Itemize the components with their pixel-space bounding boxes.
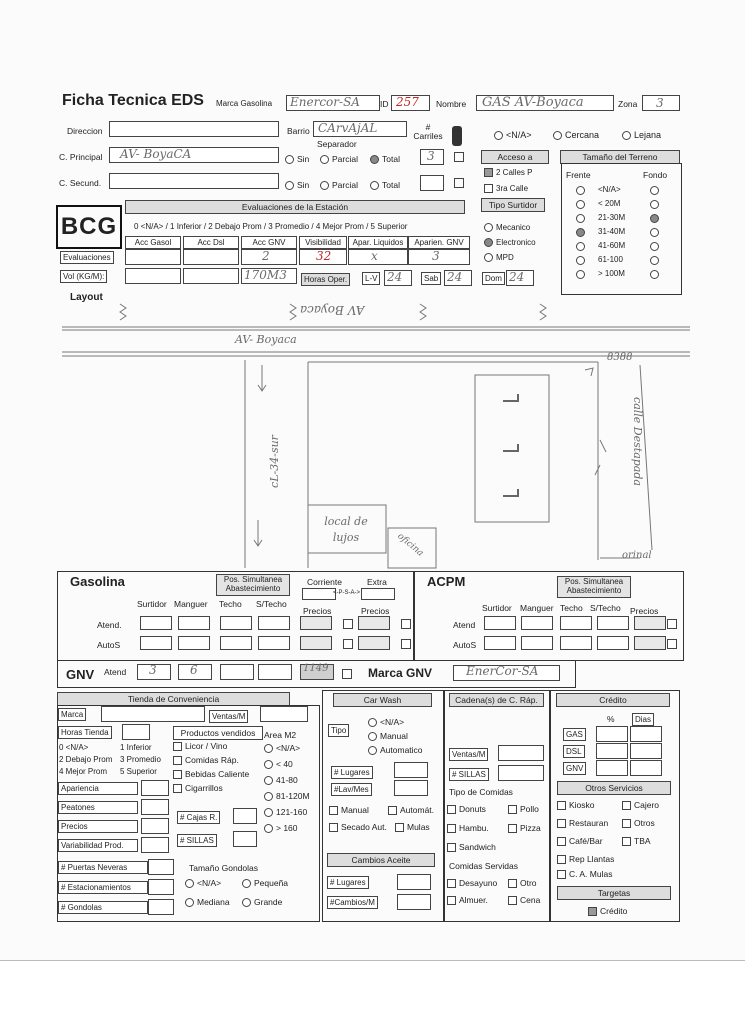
cadena-sillas-field[interactable]	[498, 765, 544, 781]
gasolina-check[interactable]	[343, 639, 353, 649]
layout-street-right: calle Destapada	[630, 397, 644, 486]
layout-number: 8388	[607, 352, 633, 363]
sab-label: Sab	[421, 272, 441, 285]
gondola-pequena-radio[interactable]: Pequeña	[242, 878, 288, 888]
gasolina-precios-2: Precios	[361, 606, 390, 616]
sep-total-radio[interactable]: Total	[370, 154, 400, 164]
terreno-fondo-radio[interactable]	[650, 256, 659, 265]
acpm-pos-sim: Pos. Simultanea Abastecimiento	[557, 576, 631, 598]
tienda-ventas-label: Ventas/M	[209, 710, 248, 723]
terreno-option-label: 41-60M	[598, 241, 626, 250]
terreno-fondo-radio[interactable]	[650, 228, 659, 237]
tienda-area-radio[interactable]: 81-120M	[264, 791, 310, 801]
cadena-ventas-field[interactable]	[498, 745, 544, 761]
credito-pct-field[interactable]	[596, 760, 628, 776]
acceso-dos-calles-check[interactable]: 2 Calles P	[484, 168, 532, 177]
gasolina-pos-sim: Pos. Simultanea Abastecimiento	[216, 574, 290, 596]
acpm-check[interactable]	[667, 639, 677, 649]
gnv-check[interactable]	[342, 669, 352, 679]
gasolina-cell[interactable]	[140, 616, 172, 630]
layout-av-lower: AV- Boyaca	[235, 333, 297, 346]
terreno-frente-radio[interactable]	[576, 186, 585, 195]
carwash-manual-check[interactable]: Manual	[329, 805, 369, 815]
gasolina-autos: AutoS	[97, 640, 121, 650]
terreno-fondo-radio[interactable]	[650, 214, 659, 223]
tienda-bottom-label: # Estacionamientos	[58, 881, 148, 894]
credito-dias-field[interactable]	[630, 726, 662, 742]
gondola-na-radio[interactable]: <N/A>	[185, 878, 221, 888]
gasolina-col-header: Techo	[219, 599, 242, 609]
acpm-title: ACPM	[427, 574, 466, 589]
layout-label: Layout	[70, 292, 103, 303]
id-value: 257	[396, 95, 419, 109]
tienda-eval-label: Apariencia	[58, 782, 138, 795]
tienda-scale-item: 0 <N/A>	[59, 743, 89, 752]
eval-col-header: Aparien. GNV	[408, 236, 470, 249]
dom-label: Dom	[482, 272, 505, 285]
tienda-area-radio[interactable]: 41-80	[264, 775, 298, 785]
cadena-sandwich-check[interactable]: Sandwich	[447, 842, 496, 852]
cadena-header: Cadena(s) de C. Ráp.	[449, 693, 544, 707]
form-title: Ficha Tecnica EDS	[62, 92, 204, 109]
acpm-col-header: S/Techo	[590, 603, 621, 613]
credito-dias-field[interactable]	[630, 743, 662, 759]
tienda-horas-field[interactable]	[122, 724, 150, 740]
surtidor-mecanico-radio[interactable]: Mecanico	[484, 223, 530, 232]
terreno-frente-radio[interactable]	[576, 214, 585, 223]
gasolina-cell[interactable]	[220, 636, 252, 650]
acceso-header: Acceso a	[481, 150, 549, 164]
acpm-cell[interactable]	[560, 636, 592, 650]
marca-gasolina-value: Enercor-SA	[290, 95, 360, 109]
tienda-ventas-field[interactable]	[260, 706, 308, 722]
gasolina-extra: Extra	[367, 577, 387, 587]
acpm-cell[interactable]	[521, 636, 553, 650]
terreno-option-label: > 100M	[598, 269, 625, 278]
tienda-area-radio[interactable]: < 40	[264, 759, 293, 769]
gasolina-cell[interactable]	[300, 616, 332, 630]
c-principal-value: AV- BoyaCA	[120, 147, 192, 161]
tienda-bottom-label: # Puertas Neveras	[58, 861, 148, 874]
tienda-bottom-field[interactable]	[148, 859, 174, 875]
otros-servicios-header: Otros Servicios	[557, 781, 671, 795]
tienda-eval-field[interactable]	[141, 780, 169, 796]
servicio-check[interactable]: Rep Llantas	[557, 854, 614, 864]
layout-av-upper: AV Boyaca	[300, 303, 365, 317]
carwash-automat-check[interactable]: Automát.	[388, 805, 434, 815]
nombre-value: GAS AV-Boyaca	[482, 95, 584, 110]
eval-col-field[interactable]	[183, 249, 239, 265]
eval-col-value: 3	[432, 249, 440, 263]
acpm-cell[interactable]	[597, 616, 629, 630]
gasolina-check[interactable]	[401, 639, 411, 649]
barrio-label: Barrio	[287, 126, 310, 136]
carwash-lugares-field[interactable]	[394, 762, 428, 778]
tienda-area-radio[interactable]: > 160	[264, 823, 298, 833]
marca-gasolina-label: Marca Gasolina	[216, 99, 273, 108]
dom-value: 24	[509, 270, 525, 284]
cadena-hambu-check[interactable]: Hambu.	[447, 823, 489, 833]
credito-dias-field[interactable]	[630, 760, 662, 776]
terreno-option-label: 21-30M	[598, 213, 626, 222]
sep2-sin-radio[interactable]: Sin	[285, 180, 309, 190]
acpm-check[interactable]	[667, 619, 677, 629]
terreno-option-label: 61-100	[598, 255, 623, 264]
vol-field-1[interactable]	[125, 268, 181, 284]
gasolina-cell[interactable]	[178, 636, 210, 650]
terreno-frente-radio[interactable]	[576, 228, 585, 237]
gasolina-col-header: S/Techo	[256, 599, 287, 609]
tienda-product-check[interactable]: Cigarrillos	[173, 783, 223, 793]
acpm-cell[interactable]	[634, 616, 666, 630]
carwash-lav-label: #Lav/Mes	[331, 783, 372, 796]
gondola-grande-radio[interactable]: Grande	[242, 897, 282, 907]
tienda-bottom-label: # Gondolas	[58, 901, 148, 914]
acceso-tres-calle-check[interactable]: 3ra Calle	[484, 184, 528, 193]
separador-label: Separador	[317, 139, 357, 149]
credito-dias-label: Dias	[632, 713, 654, 726]
terreno-header: Tamaño del Terreno	[560, 150, 680, 164]
eval-col-header: Apar. Liquidos	[348, 236, 408, 249]
gnv-field[interactable]	[258, 664, 292, 680]
vol-value: 170M3	[244, 268, 287, 282]
tienda-scale-item: 1 Inferior	[120, 743, 152, 752]
sab-value: 24	[447, 270, 463, 284]
gasolina-cell[interactable]	[358, 636, 390, 650]
tienda-eval-label: Precios	[58, 820, 138, 833]
acpm-col-header: Manguer	[520, 603, 554, 613]
terreno-fondo-label: Fondo	[643, 170, 668, 180]
traffic-light-icon	[452, 126, 462, 146]
tienda-marca-field[interactable]	[101, 706, 205, 722]
cadena-servidas-label: Comidas Servidas	[449, 861, 518, 871]
gasolina-cell[interactable]	[358, 616, 390, 630]
gnv-value: 1149	[303, 663, 329, 674]
gasolina-cell[interactable]	[178, 616, 210, 630]
c-secund-label: C. Secund.	[59, 178, 102, 188]
proximity-cercana-radio[interactable]: Cercana	[553, 130, 599, 140]
tienda-productos-label: Productos vendidos	[173, 726, 263, 740]
tienda-eval-label: Peatones	[58, 801, 138, 814]
terreno-frente-label: Frente	[566, 170, 591, 180]
vol-label: Vol (KG/M):	[60, 270, 107, 283]
gasolina-psa: <-P-S-A->	[333, 590, 361, 596]
id-label: ID	[380, 99, 389, 109]
cadena-cena-check[interactable]: Cena	[508, 895, 540, 905]
acpm-col-header: Techo	[560, 603, 583, 613]
surtidor-mpd-radio[interactable]: MPD	[484, 253, 514, 262]
eval-col-field[interactable]	[348, 249, 408, 265]
gasolina-col-header: Surtidor	[137, 599, 167, 609]
gnv-field[interactable]	[220, 664, 254, 680]
eval-col-header: Acc Dsl	[183, 236, 239, 249]
eval-col-header: Visibilidad	[299, 236, 347, 249]
gasolina-corriente-field[interactable]	[302, 588, 336, 600]
sep-sin-radio[interactable]: Sin	[285, 154, 309, 164]
carwash-tipo-label: Tipo	[328, 724, 349, 737]
gnv-marca-label: Marca GNV	[368, 666, 433, 680]
eval-col-header: Acc Gasol	[125, 236, 181, 249]
tienda-eval-field[interactable]	[141, 818, 169, 834]
cadena-sillas-label: # SILLAS	[449, 768, 489, 781]
credito-pct-label: %	[607, 714, 615, 724]
acpm-cell[interactable]	[634, 636, 666, 650]
zona-value: 3	[656, 96, 664, 110]
proximity-na-radio[interactable]: <N/A>	[494, 130, 532, 140]
cambios-header: Cambios Aceite	[327, 853, 435, 867]
cambios-cambios-label: #Cambios/M	[327, 896, 378, 909]
layout-local: local de lujos	[324, 515, 368, 544]
tienda-scale-item: 5 Superior	[120, 767, 157, 776]
eval-col-value: 32	[316, 249, 332, 263]
carwash-na-radio[interactable]: <N/A>	[368, 717, 404, 727]
surtidor-electronico-radio[interactable]: Electronico	[484, 238, 536, 247]
gnv-marca-value: EnerCor-SA	[466, 664, 539, 678]
tienda-scale-item: 2 Debajo Prom	[59, 755, 113, 764]
servicio-check[interactable]: Kiosko	[557, 800, 595, 810]
gasolina-check[interactable]	[401, 619, 411, 629]
cadena-pollo-check[interactable]: Pollo	[508, 804, 539, 814]
tienda-sillas-label: # SILLAS	[177, 834, 217, 847]
gasolina-check[interactable]	[343, 619, 353, 629]
tienda-eval-field[interactable]	[141, 799, 169, 815]
tienda-cajas-field[interactable]	[233, 808, 257, 824]
tienda-product-check[interactable]: Licor / Vino	[173, 741, 227, 751]
cadena-donuts-check[interactable]: Donuts	[447, 804, 486, 814]
c-principal-label: C. Principal	[59, 152, 103, 162]
carwash-mulas-check[interactable]: Mulas	[395, 822, 430, 832]
c-secund-field[interactable]	[109, 173, 279, 189]
carriles-secund-field[interactable]	[420, 175, 444, 191]
servicio-check[interactable]: Restauran	[557, 818, 608, 828]
terreno-fondo-radio[interactable]	[650, 200, 659, 209]
carriles-value: 3	[427, 149, 435, 163]
acpm-cell[interactable]	[484, 636, 516, 650]
tienda-area-radio[interactable]: <N/A>	[264, 743, 300, 753]
credito-check[interactable]: Crédito	[588, 906, 627, 916]
horas-oper-label: Horas Oper.	[301, 273, 350, 286]
terreno-fondo-radio[interactable]	[650, 270, 659, 279]
bcg-logo: BCG	[56, 205, 122, 249]
tienda-area-radio[interactable]: 121-160	[264, 807, 307, 817]
servicio-check[interactable]: TBA	[622, 836, 651, 846]
credito-row-label: GAS	[563, 728, 586, 741]
servicio-check[interactable]: Cajero	[622, 800, 659, 810]
acpm-cell[interactable]	[521, 616, 553, 630]
sep-parcial-radio[interactable]: Parcial	[320, 154, 358, 164]
terreno-frente-radio[interactable]	[576, 270, 585, 279]
acpm-cell[interactable]	[560, 616, 592, 630]
tienda-bottom-field[interactable]	[148, 899, 174, 915]
acpm-cell[interactable]	[597, 636, 629, 650]
cadena-desayuno-check[interactable]: Desayuno	[447, 878, 497, 888]
gasolina-cell[interactable]	[300, 636, 332, 650]
gasolina-cell[interactable]	[140, 636, 172, 650]
sep2-parcial-radio[interactable]: Parcial	[320, 180, 358, 190]
tienda-product-check[interactable]: Comidas Ráp.	[173, 755, 239, 765]
carwash-secado-check[interactable]: Secado Aut.	[329, 822, 387, 832]
carriles-secund-check[interactable]	[454, 178, 464, 188]
credito-row-label: DSL	[563, 745, 585, 758]
layout-street-left: cL-34-sur	[267, 435, 281, 488]
terreno-option-label: <N/A>	[598, 185, 621, 194]
gasolina-title: Gasolina	[70, 574, 125, 589]
gasolina-corriente: Corriente	[307, 577, 342, 587]
carwash-manual-radio[interactable]: Manual	[368, 731, 408, 741]
targetas-header: Targetas	[557, 886, 671, 900]
tienda-eval-field[interactable]	[141, 837, 169, 853]
carwash-lugares-label: # Lugares	[331, 766, 373, 779]
evaluaciones-header: Evaluaciones de la Estación	[125, 200, 465, 214]
tienda-product-check[interactable]: Bebidas Caliente	[173, 769, 249, 779]
tienda-area-label: Area M2	[264, 730, 297, 740]
acpm-atend: Atend	[453, 620, 476, 630]
cadena-pizza-check[interactable]: Pizza	[508, 823, 541, 833]
eval-col-value: x	[371, 249, 378, 263]
terreno-option-label: 31-40M	[598, 227, 626, 236]
acpm-autos: AutoS	[453, 640, 477, 650]
carwash-lav-field[interactable]	[394, 780, 428, 796]
tienda-sillas-field[interactable]	[233, 831, 257, 847]
terreno-frente-radio[interactable]	[576, 256, 585, 265]
barrio-value: CArvAjAL	[318, 121, 378, 135]
eval-col-value: 2	[262, 249, 270, 263]
gasolina-col-header: Manguer	[174, 599, 208, 609]
servicio-check[interactable]: C. A. Mulas	[557, 869, 612, 879]
servicio-check[interactable]: Otros	[622, 818, 655, 828]
gasolina-precios-1: Precios	[303, 606, 332, 616]
acpm-col-header: Surtidor	[482, 603, 512, 613]
gnv-title: GNV	[66, 667, 95, 682]
credito-pct-field[interactable]	[596, 743, 628, 759]
tienda-eval-label: Variabilidad Prod.	[58, 839, 138, 852]
eval-col-header: Acc GNV	[241, 236, 297, 249]
gnv-atend: Atend	[104, 667, 127, 677]
credito-row-label: GNV	[563, 762, 586, 775]
servicio-check[interactable]: Café/Bar	[557, 836, 603, 846]
gnv-value: 6	[190, 663, 198, 677]
zona-label: Zona	[618, 99, 638, 109]
tienda-gondolas-label: Tamaño Gondolas	[189, 863, 258, 873]
tienda-cajas-label: # Cajas R.	[177, 811, 220, 824]
lv-label: L-V	[362, 272, 380, 285]
tienda-marca-label: Marca	[58, 708, 86, 721]
vol-field-2[interactable]	[183, 268, 239, 284]
layout-orinal: orinal	[622, 550, 652, 561]
gasolina-cell[interactable]	[258, 616, 290, 630]
terreno-fondo-radio[interactable]	[650, 186, 659, 195]
sep2-total-radio[interactable]: Total	[370, 180, 400, 190]
gondola-mediana-radio[interactable]: Mediana	[185, 897, 230, 907]
terreno-option-label: < 20M	[598, 199, 621, 208]
tipo-surtidor-header: Tipo Surtidor	[481, 198, 545, 212]
cambios-cambios-field[interactable]	[397, 894, 431, 910]
direccion-field[interactable]	[109, 121, 279, 137]
cadena-tipo-label: Tipo de Comidas	[449, 787, 513, 797]
terreno-frente-radio[interactable]	[576, 200, 585, 209]
cambios-lugares-label: # Lugares	[327, 876, 369, 889]
credito-header: Crédito	[556, 693, 670, 707]
cadena-almuer-check[interactable]: Almuer.	[447, 895, 488, 905]
cambios-lugares-field[interactable]	[397, 874, 431, 890]
tienda-bottom-field[interactable]	[148, 879, 174, 895]
carriles-label: # Carriles	[413, 122, 443, 141]
lv-value: 24	[387, 270, 403, 284]
gasolina-cell[interactable]	[258, 636, 290, 650]
acpm-cell[interactable]	[484, 616, 516, 630]
evaluaciones-row-label: Evaluaciones	[60, 251, 114, 264]
terreno-frente-radio[interactable]	[576, 242, 585, 251]
evaluaciones-scale: 0 <N/A> / 1 Inferior / 2 Debajo Prom / 3 Promedio / 4 Mejor Prom / 5 Superior	[134, 222, 408, 231]
gasolina-cell[interactable]	[220, 616, 252, 630]
tienda-header: Tienda de Conveniencia	[57, 692, 290, 706]
tienda-horas-label: Horas Tienda	[58, 726, 112, 739]
carriles-principal-check[interactable]	[454, 152, 464, 162]
terreno-fondo-radio[interactable]	[650, 242, 659, 251]
gasolina-extra-field[interactable]	[361, 588, 395, 600]
cadena-otro-check[interactable]: Otro	[508, 878, 537, 888]
layout-oficina: oficina	[395, 531, 426, 559]
gasolina-atend: Atend.	[97, 620, 122, 630]
gnv-value: 3	[149, 663, 157, 677]
tienda-scale-item: 4 Mejor Prom	[59, 767, 108, 776]
cadena-ventas-label: Ventas/M	[449, 748, 488, 761]
eval-col-field[interactable]	[125, 249, 181, 265]
nombre-label: Nombre	[436, 99, 467, 109]
proximity-lejana-radio[interactable]: Lejana	[622, 130, 661, 140]
direccion-label: Direccion	[67, 126, 103, 136]
credito-pct-field[interactable]	[596, 726, 628, 742]
tienda-scale-item: 3 Promedio	[120, 755, 161, 764]
carwash-auto-radio[interactable]: Automatico	[368, 745, 423, 755]
acpm-col-header: Precios	[630, 606, 659, 616]
carwash-header: Car Wash	[333, 693, 432, 707]
